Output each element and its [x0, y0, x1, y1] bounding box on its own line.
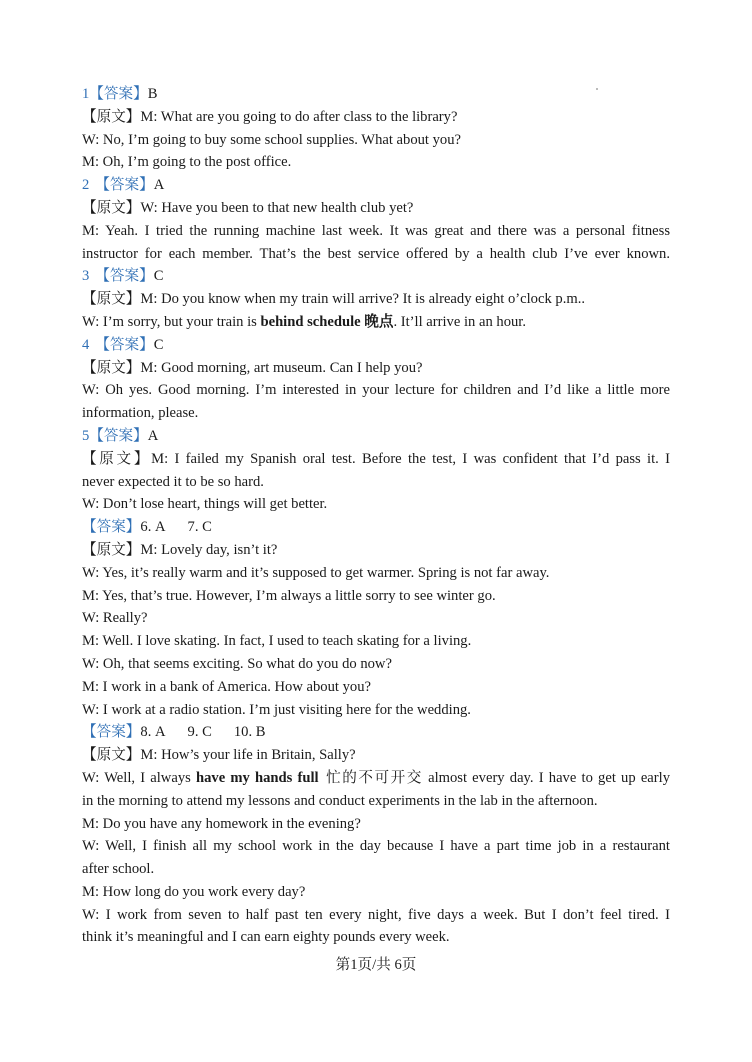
answer-value: C — [153, 336, 164, 353]
transcript-line — [82, 311, 670, 334]
transcript-line: W: Oh yes. Good morning. I’m interested in your lecture for children and I’d like a little more — [82, 382, 670, 399]
transcript-line: think it’s meaningful and I can earn eighty pounds every week. — [82, 929, 450, 946]
vocab-highlight: have my hands full — [195, 769, 319, 786]
answer-value: 7. C — [187, 519, 212, 536]
vocab-highlight: behind schedule 晚点 — [260, 313, 394, 330]
transcript-text: W: Have you been to that new health club yet? — [140, 199, 414, 216]
transcript-line: after school. — [82, 861, 155, 878]
transcript-text: W: I’m sorry, but your train is — [82, 313, 261, 330]
transcript-line: W: I work from seven to half past ten every night, five days a week. But I don’t feel tired. I — [82, 906, 670, 923]
transcript-line: never expected it to be so hard. — [82, 473, 264, 490]
transcript-line — [82, 357, 670, 380]
answer-value: A — [153, 177, 165, 194]
scan-speck — [596, 88, 598, 90]
transcript-text: M: Good morning, art museum. Can I help you? — [140, 359, 423, 376]
answer-line-5 — [82, 425, 670, 448]
transcript-line: W: Don’t lose heart, things will get better. — [82, 496, 328, 513]
transcript-line: M: Do you have any homework in the evening? — [82, 815, 361, 832]
transcript-line: in the morning to attend my lessons and conduct experiments in the lab in the afternoon. — [82, 792, 598, 809]
answer-value: C — [153, 268, 164, 285]
transcript-line: W: Really? — [82, 610, 148, 627]
transcript-line: W: Oh, that seems exciting. So what do you do now? — [82, 655, 392, 672]
answer-value: B — [147, 86, 158, 102]
transcript-text: M: What are you going to do after class to the library? — [140, 108, 458, 125]
transcript-line: W: No, I’m going to buy some school supplies. What about you? — [82, 131, 461, 148]
answer-line-3 — [82, 265, 670, 288]
question-number: 4 — [82, 336, 90, 353]
transcript-text: W: Well, I always — [82, 769, 196, 786]
question-number: 3 — [82, 268, 90, 285]
transcript-line: W: Yes, it’s really warm and it’s supposed to get warmer. Spring is not far away. — [82, 564, 550, 581]
transcript-line — [82, 744, 670, 767]
transcript-line — [82, 767, 670, 790]
transcript-text: 忙的不可开交 almost every day. I have to get up early — [324, 769, 671, 786]
transcript-line — [82, 539, 670, 562]
transcript-line: M: Oh, I’m going to the post office. — [82, 154, 292, 171]
question-number: 1 — [82, 86, 90, 102]
page-number-footer: 第1页/共 6页 — [335, 957, 417, 973]
answer-tag: 【答案】 — [82, 519, 141, 536]
answer-tag: 【答案】 — [89, 427, 148, 444]
transcript-tag: 【原文】 — [82, 747, 141, 764]
document-body — [82, 83, 670, 949]
transcript-line — [82, 106, 670, 129]
answer-value: 10. B — [233, 724, 266, 741]
transcript-line: M: Well. I love skating. In fact, I used to teach skating for a living. — [82, 633, 472, 650]
transcript-line: M: I work in a bank of America. How about you? — [82, 678, 371, 695]
transcript-line: W: I work at a radio station. I’m just visiting here for the wedding. — [82, 701, 471, 718]
transcript-tag: 【原文】 — [82, 450, 152, 467]
transcript-line: instructor for each member. That’s the best service offered by a health club I’ve ever known. — [82, 245, 670, 262]
transcript-text: M: Do you know when my train will arrive? It is already eight o’clock p.m.. — [140, 291, 585, 308]
answer-value: 6. A — [140, 519, 166, 536]
transcript-text: M: I failed my Spanish oral test. Before the test, I was confident that I’d pass it. I — [151, 450, 670, 467]
answer-tag: 【答案】 — [95, 336, 154, 353]
question-number: 2 — [82, 177, 90, 194]
transcript-line: M: Yeah. I tried the running machine last week. It was great and there was a personal fitness — [82, 222, 670, 239]
answer-line-1 — [82, 83, 670, 106]
transcript-tag: 【原文】 — [82, 199, 141, 216]
answer-tag: 【答案】 — [82, 724, 141, 741]
transcript-tag: 【原文】 — [82, 108, 141, 125]
transcript-line: M: Yes, that’s true. However, I’m always a little sorry to see winter go. — [82, 587, 496, 604]
answer-value: 8. A — [140, 724, 166, 741]
transcript-line — [82, 288, 670, 311]
answer-value: 9. C — [187, 724, 212, 741]
answer-line-4 — [82, 334, 670, 357]
answer-line-8-10 — [82, 721, 670, 744]
transcript-line — [82, 448, 670, 471]
transcript-line: information, please. — [82, 405, 199, 422]
answer-tag: 【答案】 — [89, 86, 148, 102]
transcript-tag: 【原文】 — [82, 291, 141, 308]
answer-line-6-7 — [82, 516, 670, 539]
answer-value: A — [147, 427, 159, 444]
transcript-line — [82, 197, 670, 220]
transcript-text: . It’ll arrive in an hour. — [393, 313, 526, 330]
question-number: 5 — [82, 427, 90, 444]
answer-tag: 【答案】 — [95, 268, 154, 285]
transcript-line: M: How long do you work every day? — [82, 883, 306, 900]
answer-line-2 — [82, 174, 670, 197]
transcript-line: W: Well, I finish all my school work in the day because I have a part time job in a restaurant — [82, 838, 670, 855]
transcript-text: M: How’s your life in Britain, Sally? — [140, 747, 356, 764]
transcript-text: M: Lovely day, isn’t it? — [140, 541, 278, 558]
transcript-tag: 【原文】 — [82, 359, 141, 376]
transcript-tag: 【原文】 — [82, 541, 141, 558]
answer-tag: 【答案】 — [95, 177, 154, 194]
